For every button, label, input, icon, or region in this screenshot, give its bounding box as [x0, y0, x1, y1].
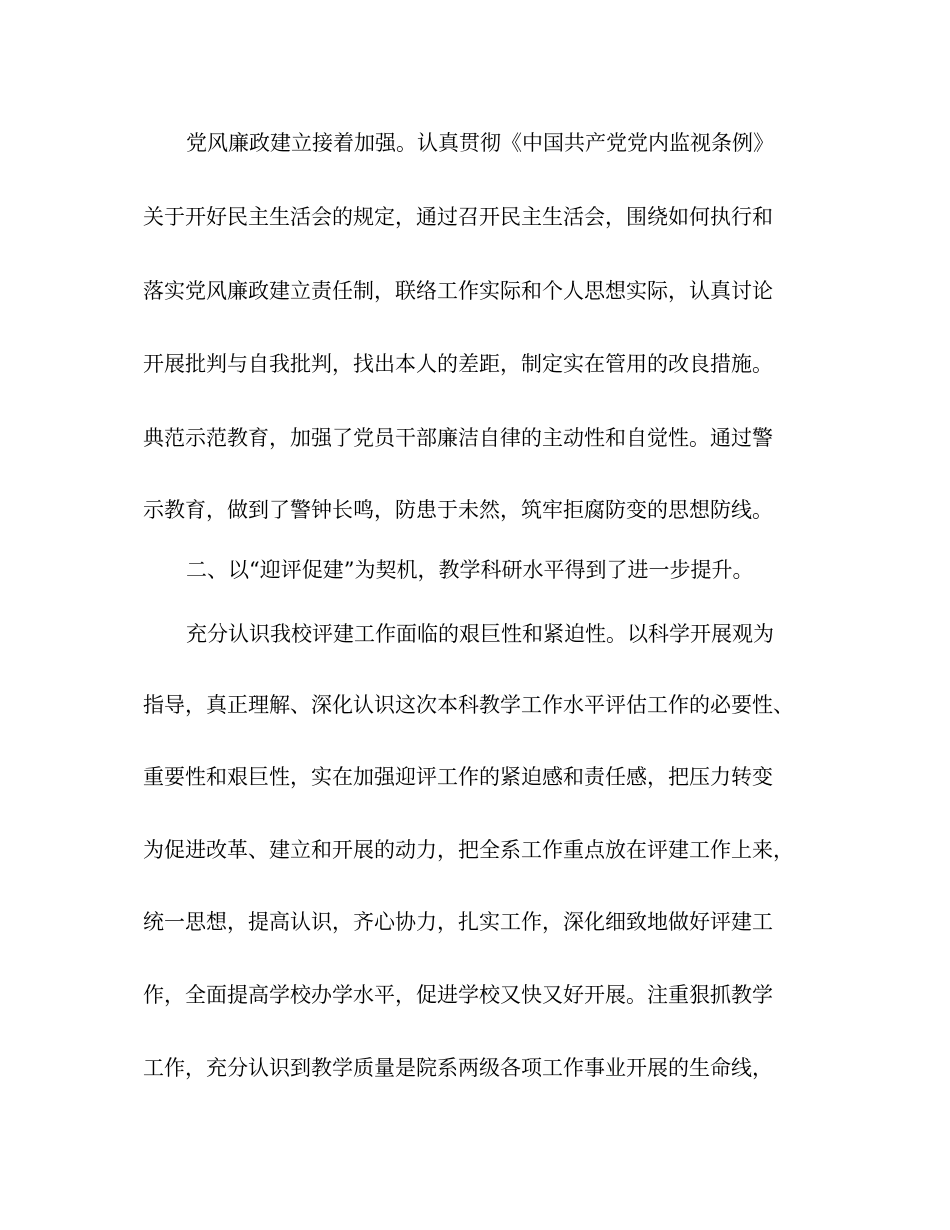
paragraph-line-2: 关于开好民主生活会的规定，通过召开民主生活会，围绕如何执行和	[143, 205, 773, 229]
section-heading: 二、以“迎评促建”为契机，教学科研水平得到了进一步提升。	[186, 558, 754, 582]
paragraph-line-6: 示教育，做到了警钟长鸣，防患于未然，筑牢拒腐防变的思想防线。	[143, 498, 773, 522]
paragraph-line-10: 为促进改革、建立和开展的动力，把全系工作重点放在评建工作上来，	[143, 838, 794, 862]
paragraph-line-11: 统一思想，提高认识，齐心协力，扎实工作，深化细致地做好评建工	[143, 910, 773, 934]
paragraph-line-12: 作，全面提高学校办学水平，促进学校又快又好开展。注重狠抓教学	[143, 983, 773, 1007]
paragraph-line-13: 工作，充分认识到教学质量是院系两级各项工作事业开展的生命线，	[143, 1056, 773, 1080]
paragraph-line-4: 开展批判与自我批判，找出本人的差距，制定实在管用的改良措施。	[143, 352, 773, 376]
paragraph-line-5: 典范示范教育，加强了党员干部廉洁自律的主动性和自觉性。通过警	[143, 426, 773, 450]
paragraph-line-9: 重要性和艰巨性，实在加强迎评工作的紧迫感和责任感，把压力转变	[143, 765, 773, 789]
paragraph-line-1: 党风廉政建立接着加强。认真贯彻《中国共产党党内监视条例》	[186, 131, 774, 155]
paragraph-line-7: 充分认识我校评建工作面临的艰巨性和紧迫性。以科学开展观为	[186, 622, 774, 646]
paragraph-line-8: 指导，真正理解、深化认识这次本科教学工作水平评估工作的必要性、	[143, 693, 794, 717]
paragraph-line-3: 落实党风廉政建立责任制，联络工作实际和个人思想实际，认真讨论	[143, 279, 773, 303]
